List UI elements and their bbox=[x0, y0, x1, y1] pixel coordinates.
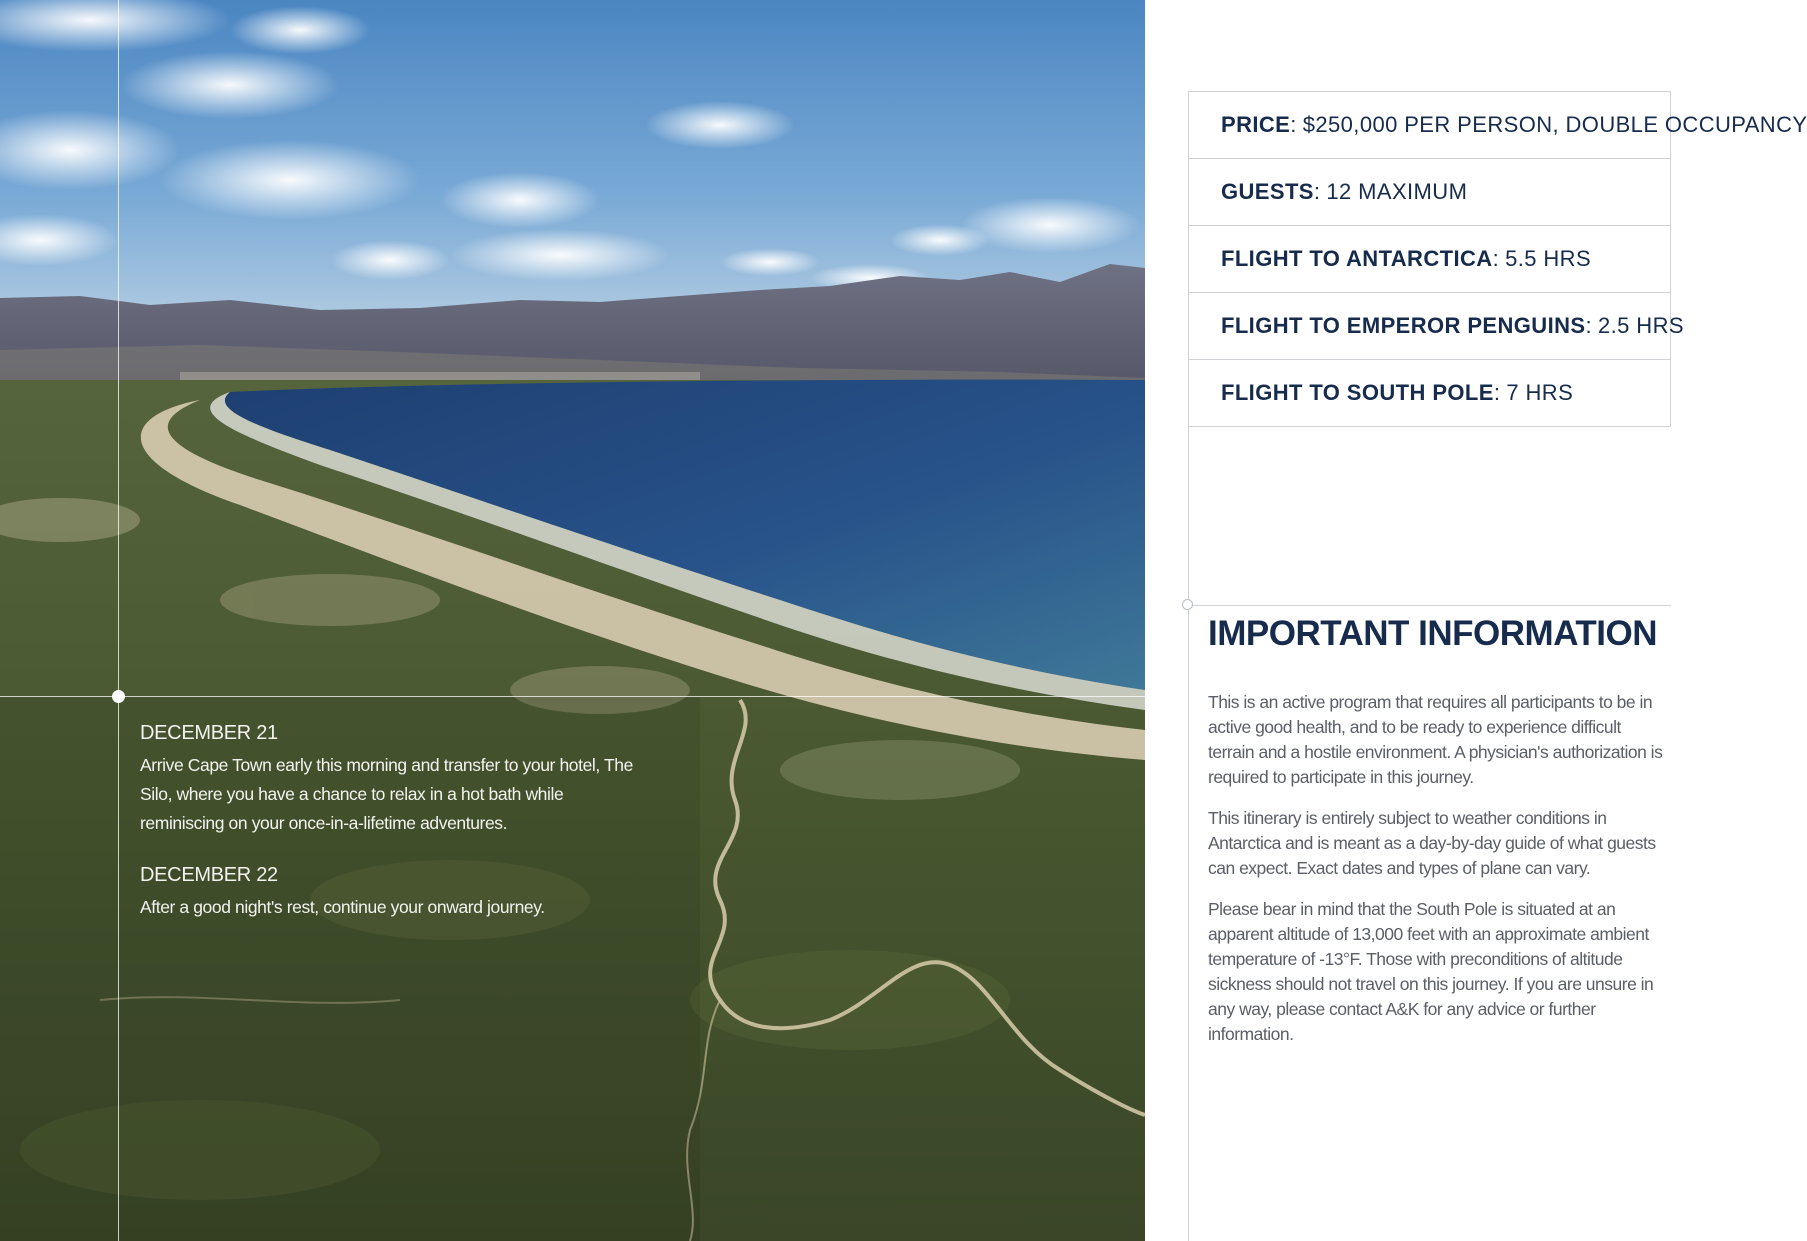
rule-intersection-dot-right bbox=[1182, 599, 1193, 610]
itinerary-date: DECEMBER 22 bbox=[140, 864, 278, 886]
itinerary-text: After a good night's rest, continue your onward journey. bbox=[140, 897, 545, 917]
fact-row-guests: GUESTS : 12 MAXIMUM bbox=[1188, 159, 1670, 226]
itinerary bbox=[140, 722, 640, 948]
fact-value: 12 MAXIMUM bbox=[1326, 179, 1468, 204]
fact-label: FLIGHT TO EMPEROR PENGUINS bbox=[1221, 313, 1586, 338]
fact-label: FLIGHT TO SOUTH POLE bbox=[1221, 380, 1494, 405]
fact-label: PRICE bbox=[1221, 112, 1291, 137]
fact-value: 2.5 HRS bbox=[1597, 313, 1684, 338]
itinerary-text: Arrive Cape Town early this morning and transfer to your hotel, The Silo, where you have a chance to relax in a hot bath while reminiscing on your once-in-a-lifetime adventures. bbox=[140, 755, 633, 833]
rule-intersection-dot bbox=[112, 690, 125, 703]
fact-label: FLIGHT TO ANTARCTICA bbox=[1221, 246, 1493, 271]
vertical-rule-photo bbox=[118, 0, 119, 1241]
fact-row-flight-antarctica: FLIGHT TO ANTARCTICA : 5.5 HRS bbox=[1188, 226, 1670, 293]
itinerary-day bbox=[140, 722, 640, 838]
info-paragraph: This itinerary is entirely subject to weather conditions in Antarctica and is meant as a day-by-day guide of what guests can expect. Exact dates and types of plane can vary. bbox=[1208, 808, 1656, 878]
horizontal-rule-right bbox=[1188, 605, 1671, 606]
itinerary-date: DECEMBER 21 bbox=[140, 722, 278, 744]
fact-row-price: PRICE : $250,000 PER PERSON, DOUBLE OCCUPANCY bbox=[1188, 92, 1670, 159]
trip-facts-table bbox=[1188, 91, 1807, 427]
fact-value: $250,000 PER PERSON, DOUBLE OCCUPANCY bbox=[1302, 112, 1807, 137]
important-information-body bbox=[1208, 690, 1670, 1063]
fact-value: 7 HRS bbox=[1506, 380, 1574, 405]
fact-label: GUESTS bbox=[1221, 179, 1314, 204]
horizontal-rule-photo bbox=[0, 696, 1145, 697]
info-paragraph: This is an active program that requires all participants to be in active good health, and to be ready to experience difficult terrain and a hostile environment. A physician's authorization is required to participate in this journey. bbox=[1208, 692, 1663, 787]
itinerary-day bbox=[140, 864, 640, 922]
important-information-heading: IMPORTANT INFORMATION bbox=[1208, 614, 1657, 653]
fact-row-flight-south-pole: FLIGHT TO SOUTH POLE : 7 HRS bbox=[1221, 380, 1574, 405]
fact-value: 5.5 HRS bbox=[1505, 246, 1592, 271]
fact-row-flight-penguins: FLIGHT TO EMPEROR PENGUINS : 2.5 HRS bbox=[1188, 293, 1670, 360]
info-paragraph: Please bear in mind that the South Pole is situated at an apparent altitude of 13,000 feet with an approximate ambient temperature of -13°F. Those with preconditions of altitude sickness should not travel on this journey. If you are unsure in any way, please contact A&K for any advice or further information. bbox=[1208, 899, 1654, 1044]
